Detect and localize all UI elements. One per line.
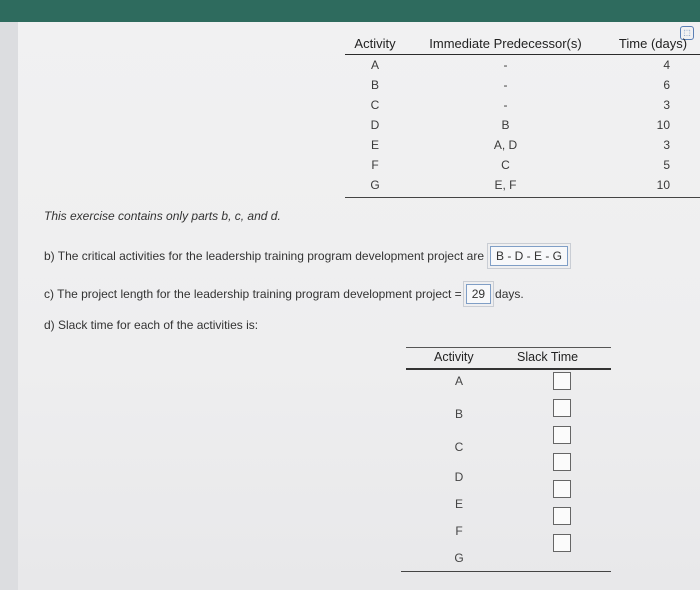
slack-activity-label: B: [454, 407, 463, 421]
time-cell: 10: [606, 175, 700, 198]
slack-input-d[interactable]: [553, 453, 571, 471]
slack-activity-label: A: [454, 374, 463, 388]
table-row: [345, 115, 700, 135]
time-cell: 6: [663, 78, 670, 92]
time-cell: 3: [663, 138, 670, 152]
slack-header-slack: Slack Time: [517, 350, 579, 364]
divider: [406, 347, 611, 348]
activity-cell: F: [371, 158, 379, 172]
slack-row: [406, 478, 611, 511]
slack-row: [406, 424, 611, 454]
predecessor-cell: B: [501, 118, 510, 132]
activity-cell: D: [370, 118, 380, 132]
predecessor-cell: C: [501, 158, 510, 172]
table-row: [345, 55, 700, 76]
slack-input-a[interactable]: [553, 372, 571, 390]
critical-activities-answer[interactable]: B - D - E - G: [490, 246, 568, 266]
predecessor-cell: -: [503, 98, 508, 112]
predecessor-cell: -: [503, 78, 508, 92]
table-row: [345, 135, 700, 155]
part-c-text: c) The project length for the leadership training program development project =: [44, 287, 462, 301]
table-row: [345, 95, 700, 115]
slack-row: [406, 370, 611, 397]
slack-activity-label: G: [454, 551, 464, 565]
time-cell: 10: [656, 118, 670, 132]
slack-activity-label: F: [455, 524, 463, 538]
slack-activity-label: C: [454, 440, 464, 454]
time-cell: 5: [663, 158, 670, 172]
time-cell: 3: [663, 98, 670, 112]
slack-row: [406, 532, 611, 565]
slack-activity-label: D: [454, 470, 464, 484]
part-b: [44, 246, 568, 266]
project-length-answer[interactable]: 29: [466, 284, 491, 304]
slack-row: [406, 451, 611, 484]
slack-row: [406, 397, 611, 424]
slack-input-c[interactable]: [553, 426, 571, 444]
table-row: [345, 155, 700, 175]
top-bar: [0, 0, 700, 22]
divider: [401, 571, 611, 572]
activity-cell: B: [370, 78, 379, 92]
slack-input-b[interactable]: [553, 399, 571, 417]
predecessor-cell: -: [503, 58, 508, 72]
part-c: [44, 284, 524, 304]
slack-input-e[interactable]: [553, 480, 571, 498]
predecessor-cell: A, D: [493, 138, 518, 152]
col-header-activity: Activity: [345, 34, 405, 55]
slack-input-g[interactable]: [553, 534, 571, 552]
activity-table: [345, 34, 700, 198]
col-header-predecessor: Immediate Predecessor(s): [405, 34, 606, 55]
part-c-unit: days.: [495, 287, 524, 301]
time-cell: 4: [663, 58, 670, 72]
predecessor-cell: E, F: [405, 175, 606, 198]
slack-header-activity: Activity: [434, 350, 474, 364]
question-panel: [18, 22, 700, 590]
part-d-text: d) Slack time for each of the activities is:: [44, 318, 259, 332]
slack-activity-label: E: [454, 497, 463, 511]
activity-cell: A: [370, 58, 379, 72]
intro-text: This exercise contains only parts b, c, and d.: [44, 209, 281, 223]
col-header-time: Time (days): [606, 34, 700, 55]
table-row: [345, 75, 700, 95]
activity-cell: E: [370, 138, 379, 152]
activity-cell: G: [345, 175, 405, 198]
activity-cell: C: [370, 98, 380, 112]
slack-input-f[interactable]: [553, 507, 571, 525]
expand-icon[interactable]: ⬚: [680, 26, 694, 40]
table-row: [345, 175, 700, 198]
slack-row: [406, 505, 611, 538]
part-b-text: b) The critical activities for the leadership training program development project are: [44, 249, 484, 263]
